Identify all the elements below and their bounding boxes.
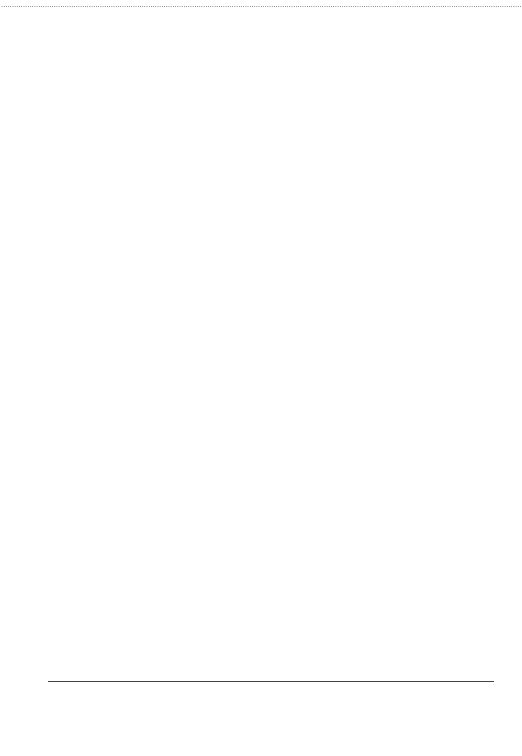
- toc-entry-top[interactable]: [0, 0, 522, 9]
- dot-leader: [1, 0, 522, 9]
- footer-rule: [48, 681, 494, 682]
